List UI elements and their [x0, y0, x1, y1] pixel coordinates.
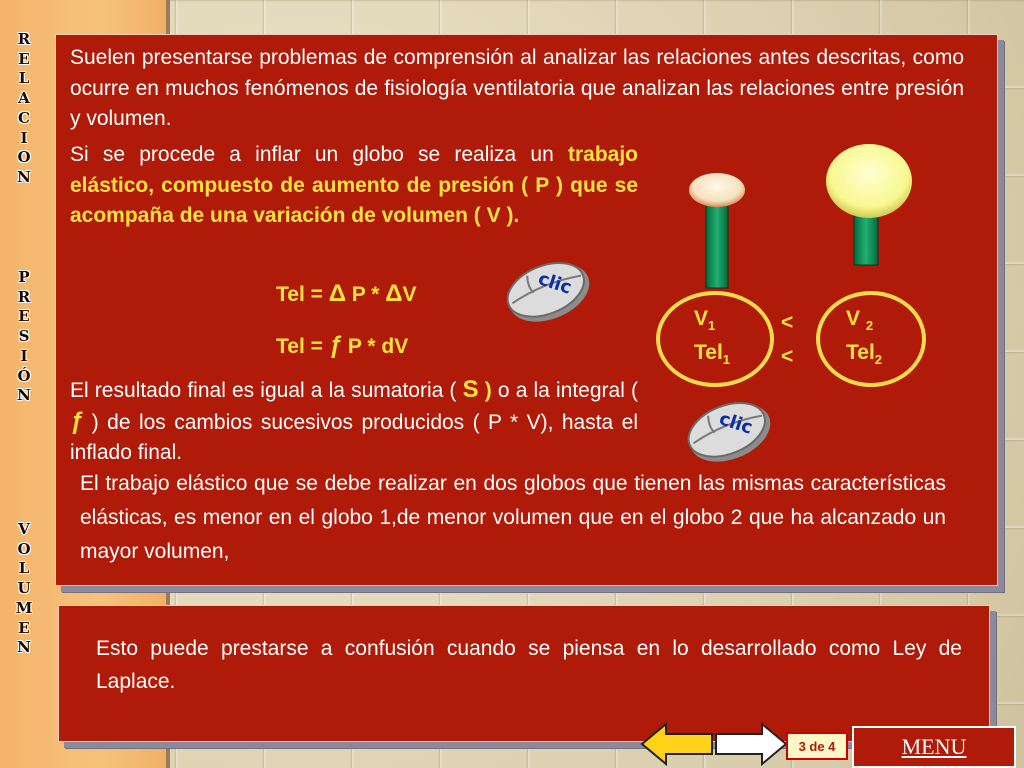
sidebar-word-presion — [0, 268, 48, 406]
state-1-volume — [694, 307, 715, 333]
delta-symbol: Δ — [385, 280, 403, 307]
previous-slide-button[interactable] — [640, 722, 714, 766]
sidebar-letter: Ó — [17, 366, 31, 385]
clic-button-1[interactable] — [500, 251, 596, 329]
state-1-tel — [694, 341, 730, 367]
sidebar-letter: E — [18, 307, 30, 326]
volume-symbol: V — [846, 307, 866, 330]
state-2-volume — [846, 307, 873, 333]
tel-subscript: 1 — [722, 352, 731, 368]
state-2-tel — [846, 341, 882, 367]
sidebar-word-relacion — [0, 30, 48, 188]
sidebar-letter: N — [17, 386, 31, 405]
volume-subscript: 1 — [708, 318, 716, 334]
sidebar-letter: L — [18, 559, 30, 578]
balloon-icon — [688, 172, 748, 292]
formula-delta-mid: P * — [345, 283, 386, 306]
conclusion-paragraph: El trabajo elástico que se debe realizar en dos globos que tienen las mismas características elásticas, es menor en el globo 1,de menor volumen que en el globo 2 que ha alcanzado un mayor volumen, — [80, 472, 946, 563]
clic-label: clic — [716, 408, 756, 439]
result-text-b: o a la integral ( — [497, 379, 638, 402]
formula-integral-prefix: Tel = — [276, 335, 329, 358]
compare-volume: < — [781, 311, 794, 334]
formula-delta-prefix: Tel = — [276, 283, 329, 306]
menu-label: MENU — [901, 734, 967, 759]
menu-button[interactable] — [852, 726, 1016, 768]
tel-symbol: Tel — [694, 341, 723, 364]
sidebar-letter: M — [15, 598, 33, 617]
sidebar-letter: O — [17, 148, 31, 167]
balloon-icon — [826, 143, 916, 267]
sigma-paren: ) — [484, 379, 492, 402]
sidebar-letter: E — [18, 618, 30, 637]
sidebar-letter: N — [17, 167, 31, 186]
formula-delta — [276, 280, 417, 308]
formula-integral — [276, 332, 408, 360]
laplace-note-panel — [58, 605, 990, 742]
balloon-small — [688, 172, 748, 297]
integral-symbol: ƒ — [70, 407, 84, 435]
intro-paragraph: Suelen presentarse problemas de comprensión al analizar las relaciones antes descritas, como ocurre en muchos fenómenos de fisiología ventilatoria que analizan las relaciones entre presión y volumen. — [70, 46, 964, 130]
clic-label: clic — [535, 268, 575, 299]
sigma-symbol: S — [462, 376, 479, 403]
sidebar-letter: R — [17, 287, 31, 306]
result-text-c: ) de los cambios sucesivos producidos ( P * V), hasta el inflado final. — [70, 410, 638, 464]
sidebar-letter: N — [17, 638, 31, 657]
sidebar-word-volumen — [0, 520, 48, 658]
sidebar-letter: R — [17, 30, 31, 48]
balloon-large — [826, 143, 916, 272]
balloon-text-bold: trabajo elástico, compuesto de aumento de presión ( P ) que se acompaña de una variación de volumen ( V ). — [70, 143, 638, 227]
sidebar-letter: C — [18, 108, 30, 127]
sidebar-letter: U — [17, 579, 31, 598]
clic-button-2[interactable] — [681, 391, 777, 469]
result-text-a: El resultado final es igual a la sumatoria ( — [70, 379, 457, 402]
formula-integral-suffix: P * dV — [342, 335, 409, 358]
main-content-panel — [55, 34, 998, 586]
compare-tel: < — [781, 345, 794, 368]
tel-symbol: Tel — [846, 341, 875, 364]
next-slide-button[interactable] — [714, 722, 788, 766]
formula-delta-suffix: V — [402, 283, 417, 306]
sidebar-letter: O — [17, 539, 31, 558]
integral-symbol: ƒ — [328, 332, 343, 359]
sidebar-letter: I — [20, 128, 28, 147]
balloon-text-plain: Si se procede a inflar un globo se realiza un — [70, 143, 554, 166]
sidebar-letter: S — [18, 327, 30, 346]
tel-subscript: 2 — [874, 352, 883, 368]
result-paragraph — [70, 375, 638, 469]
sidebar-letter: E — [18, 49, 30, 68]
sidebar-letter: A — [18, 89, 30, 108]
sidebar-letter: P — [18, 268, 30, 286]
state-circle-2 — [816, 291, 926, 387]
sidebar-letter: V — [18, 520, 30, 538]
delta-symbol: Δ — [328, 280, 346, 307]
volume-symbol: V — [694, 307, 709, 330]
laplace-note-text: Esto puede prestarse a confusión cuando se piensa en lo desarrollado como Ley de Laplace. — [96, 637, 962, 693]
volume-subscript: 2 — [865, 318, 874, 334]
sidebar-letter: I — [20, 346, 28, 365]
sidebar-letter: L — [18, 69, 30, 88]
state-circle-1 — [656, 291, 774, 387]
balloon-paragraph — [70, 140, 638, 232]
page-indicator: 3 de 4 — [786, 732, 848, 760]
